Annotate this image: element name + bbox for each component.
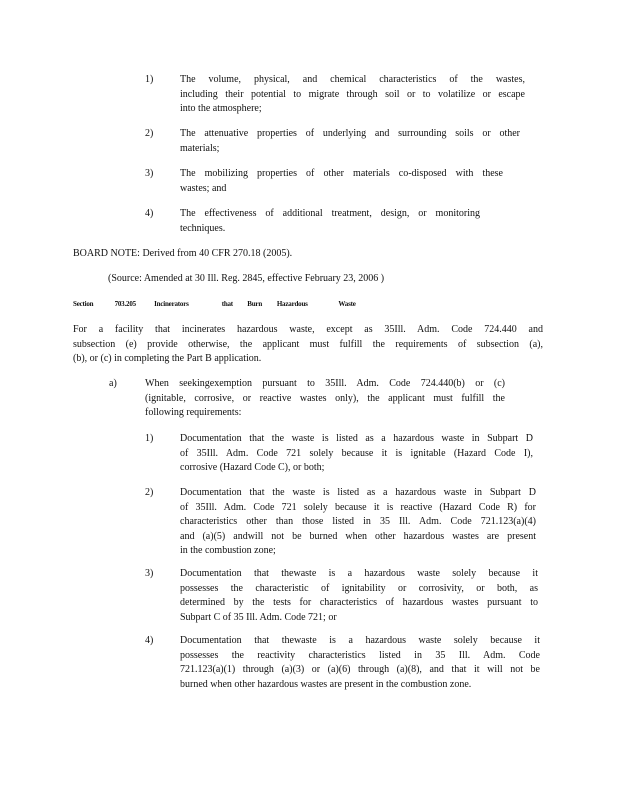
list-item-text: [180, 207, 480, 236]
list-item-text: [180, 634, 540, 692]
list-item-number: 4): [145, 635, 154, 646]
list-item-text: [180, 127, 520, 156]
list-item-number: 1): [145, 433, 154, 444]
text-line: subsection (e) provide otherwise, the applicant must fulfill the requirements of subsection (a),: [73, 338, 543, 350]
text-line: Documentation that thewaste is a hazardous waste solely because it: [180, 635, 540, 646]
text-line: The volume, physical, and chemical characteristics of the wastes,: [180, 74, 525, 85]
text-line: Documentation that the waste is listed as a hazardous waste in Subpart D: [180, 487, 536, 498]
list-item-number: 3): [145, 168, 154, 179]
text-line: For a facility that incinerates hazardous waste, except as 35Ill. Adm. Code 724.440 and: [73, 324, 543, 335]
board-note: [73, 247, 292, 262]
list-item-text: [180, 73, 525, 117]
text-line: BOARD NOTE: Derived from 40 CFR 270.18 (2005).: [73, 248, 293, 259]
text-line: When seekingexemption pursuant to 35Ill. Adm. Code 724.440(b) or (c): [145, 378, 505, 389]
text-line: of 35Ill. Adm. Code 721 solely because it is ignitable (Hazard Code I),: [180, 447, 533, 459]
section-title-word: that: [221, 300, 233, 308]
text-line: (Source: Amended at 30 Ill. Reg. 2845, effective February 23, 2006 ): [108, 273, 385, 284]
text-line: Documentation that the waste is listed as a hazardous waste in Subpart D: [180, 433, 533, 444]
list-item-text: [180, 167, 503, 196]
text-line: The mobilizing properties of other materials co-disposed with these: [180, 168, 503, 179]
text-line: 721.123(a)(1) through (a)(3) or (a)(6) through (a)(8), and that it will not be: [180, 664, 540, 675]
text-line: possesses the reactivity characteristics listed in 35 Ill. Adm. Code: [180, 649, 540, 661]
text-line: burned when other hazardous wastes are present in the combustion zone.: [180, 678, 472, 690]
text-line: determined by the tests for characteristics of hazardous wastes pursuant to: [180, 597, 538, 608]
text-line: materials;: [180, 142, 220, 154]
text-line: The attenuative properties of underlying and surrounding soils or other: [180, 128, 520, 139]
text-line: of 35Ill. Adm. Code 721 solely because it is reactive (Hazard Code R) for: [180, 501, 536, 513]
text-line: possesses the characteristic of ignitability or corrosivity, or both, as: [180, 582, 538, 594]
text-line: into the atmosphere;: [180, 103, 262, 114]
text-line: following requirements:: [145, 407, 242, 418]
section-title-word: Incinerators: [154, 300, 189, 308]
section-title-word: Waste: [338, 300, 356, 308]
subsection-label: a): [109, 378, 117, 389]
text-line: (ignitable, corrosive, or reactive wastes only), the applicant must fulfill the: [145, 392, 505, 404]
section-title-word: Hazardous: [276, 300, 308, 308]
list-item-text: [180, 432, 533, 476]
text-line: techniques.: [180, 222, 226, 234]
text-line: The effectiveness of additional treatment, design, or monitoring: [180, 208, 480, 219]
list-item-text: [180, 486, 536, 559]
text-line: corrosive (Hazard Code C), or both;: [180, 462, 325, 473]
text-line: Documentation that thewaste is a hazardous waste solely because it: [180, 568, 538, 579]
text-line: including their potential to migrate through soil or to volatilize or escape: [180, 88, 525, 100]
text-line: wastes; and: [180, 182, 227, 194]
section-heading: [73, 300, 356, 308]
list-item-number: 2): [145, 487, 154, 498]
section-title-word: Burn: [247, 300, 263, 308]
text-line: Subpart C of 35 Ill. Adm. Code 721; or: [180, 611, 337, 623]
list-item-number: 1): [145, 74, 154, 85]
list-item-number: 2): [145, 128, 154, 139]
section-number: 703.205: [114, 300, 136, 308]
text-line: (b), or (c) in completing the Part B application.: [73, 353, 262, 364]
intro-paragraph: [73, 323, 543, 367]
list-item-text: [180, 567, 538, 625]
source-note: [108, 272, 384, 287]
text-line: characteristics other than those listed in 35 Ill. Adm. Code 721.123(a)(4): [180, 516, 536, 527]
list-item-number: 3): [145, 568, 154, 579]
text-line: in the combustion zone;: [180, 545, 276, 556]
text-line: and (a)(5) andwill not be burned when other hazardous wastes are present: [180, 530, 536, 542]
subsection-text: [145, 377, 505, 421]
section-label: Section: [73, 300, 94, 308]
list-item-number: 4): [145, 208, 154, 219]
